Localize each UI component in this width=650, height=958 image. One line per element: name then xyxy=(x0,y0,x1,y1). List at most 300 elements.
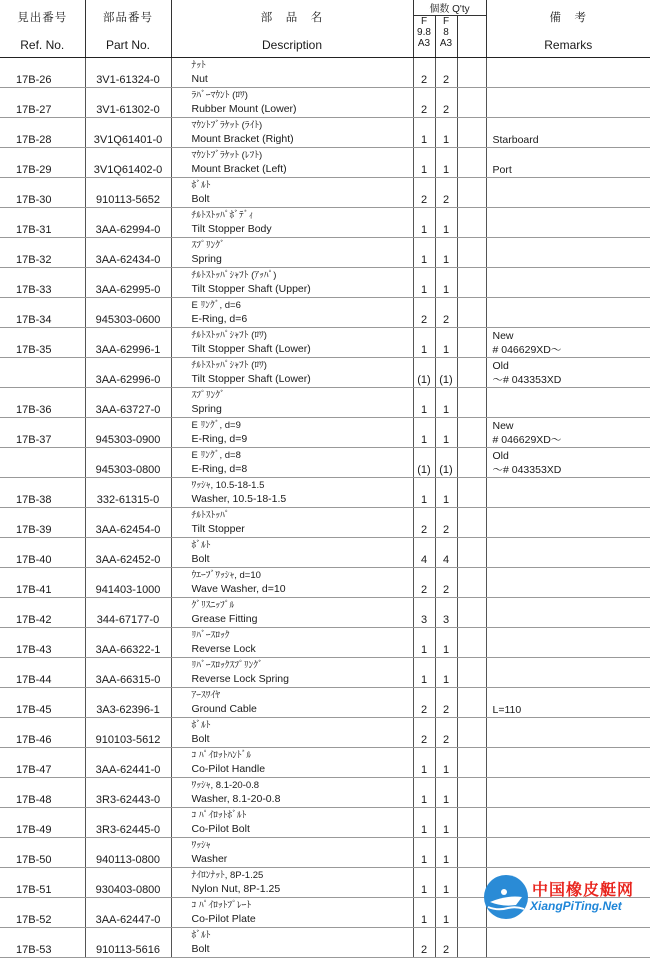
description-en: Co-Pilot Bolt xyxy=(192,823,413,836)
table-row xyxy=(0,58,650,88)
qty-f98-cell: 1 xyxy=(413,778,435,808)
description-jp: ｸﾞﾘｽﾆｯﾌﾟﾙ xyxy=(192,598,413,613)
qty-f8-cell: 1 xyxy=(435,778,457,808)
description-header xyxy=(171,0,413,58)
description-jp: ﾘﾊﾞｰｽﾛｯｸｽﾌﾟﾘﾝｸﾞ xyxy=(192,658,413,673)
description-cell xyxy=(171,388,413,418)
table-row xyxy=(0,568,650,598)
remarks-cell xyxy=(486,748,650,778)
qty-blank-cell xyxy=(457,508,486,538)
description-cell xyxy=(171,88,413,118)
description-jp: E ﾘﾝｸﾞ, d=9 xyxy=(192,418,413,433)
table-row xyxy=(0,388,650,418)
remarks-line1 xyxy=(493,538,650,554)
qty-f8-cell: 1 xyxy=(435,268,457,298)
remarks-header xyxy=(486,0,650,58)
description-cell xyxy=(171,418,413,448)
ref-no-cell: 17B-31 xyxy=(0,208,85,238)
remarks-line1 xyxy=(493,268,650,284)
qty-f8-cell: 3 xyxy=(435,598,457,628)
table-row xyxy=(0,88,650,118)
part-no-cell: 3AA-62996-1 xyxy=(85,328,171,358)
qty-f98-cell: 1 xyxy=(413,868,435,898)
remarks-line2: ～# 043353XD xyxy=(493,464,650,477)
remarks-line2: # 046629XD～ xyxy=(493,344,650,357)
remarks-cell xyxy=(486,238,650,268)
remarks-cell xyxy=(486,838,650,868)
ref-no-cell: 17B-47 xyxy=(0,748,85,778)
part-no-cell: 3AA-62441-0 xyxy=(85,748,171,778)
description-en: Mount Bracket (Left) xyxy=(192,163,413,176)
qty-f8-cell: 1 xyxy=(435,838,457,868)
description-jp: ﾗﾊﾞｰﾏｳﾝﾄ (ﾛﾜ) xyxy=(192,88,413,103)
description-en: Reverse Lock xyxy=(192,643,413,656)
remarks-cell xyxy=(486,508,650,538)
qty-f8-cell: 1 xyxy=(435,328,457,358)
ref-no-cell: 17B-53 xyxy=(0,928,85,958)
qty-f98-cell: 2 xyxy=(413,178,435,208)
ref-header-jp: 見出番号 xyxy=(0,9,85,25)
remarks-line2 xyxy=(493,644,650,657)
part-no-cell: 3V1Q61402-0 xyxy=(85,148,171,178)
description-cell xyxy=(171,508,413,538)
ref-no-cell: 17B-44 xyxy=(0,658,85,688)
qty-f8-cell: 1 xyxy=(435,808,457,838)
table-row xyxy=(0,838,650,868)
description-en: Co-Pilot Plate xyxy=(192,913,413,926)
table-row xyxy=(0,748,650,778)
part-no-cell: 3AA-62994-0 xyxy=(85,208,171,238)
part-no-cell: 910103-5612 xyxy=(85,718,171,748)
description-jp: ﾘﾊﾞｰｽﾛｯｸ xyxy=(192,628,413,643)
description-en: Bolt xyxy=(192,553,413,566)
qty-f98-cell: 3 xyxy=(413,598,435,628)
qty-blank-cell xyxy=(457,598,486,628)
remarks-header-jp: 備 考 xyxy=(487,9,650,25)
speedboat-logo-icon xyxy=(484,875,528,919)
qty-blank-cell xyxy=(457,298,486,328)
description-cell xyxy=(171,538,413,568)
qty-f98-cell: 1 xyxy=(413,388,435,418)
remarks-line1 xyxy=(493,568,650,584)
qty-f98-cell: 2 xyxy=(413,58,435,88)
table-row xyxy=(0,508,650,538)
remarks-line1: New xyxy=(493,328,650,344)
qty-col-f8: F 8 A3 xyxy=(435,16,457,58)
remarks-line1 xyxy=(493,178,650,194)
qty-blank-cell xyxy=(457,178,486,208)
part-no-cell: 945303-0900 xyxy=(85,418,171,448)
description-en: E-Ring, d=6 xyxy=(192,313,413,326)
remarks-cell xyxy=(486,208,650,238)
qty-f98-cell: 2 xyxy=(413,928,435,958)
table-row xyxy=(0,778,650,808)
qty-blank-cell xyxy=(457,688,486,718)
remarks-line1: Old xyxy=(493,448,650,464)
remarks-line2: ～# 043353XD xyxy=(493,374,650,387)
qty-f8-cell: 2 xyxy=(435,178,457,208)
qty-blank-cell xyxy=(457,928,486,958)
description-jp: ﾜｯｼｬ, 8.1-20-0.8 xyxy=(192,778,413,793)
part-no-cell: 3AA-62434-0 xyxy=(85,238,171,268)
remarks-line2 xyxy=(493,104,650,117)
remarks-line1 xyxy=(493,478,650,494)
table-row xyxy=(0,298,650,328)
qty-f98-cell: 2 xyxy=(413,568,435,598)
part-no-cell: 3AA-62996-0 xyxy=(85,358,171,388)
description-en: Washer, 8.1-20-0.8 xyxy=(192,793,413,806)
part-no-cell: 332-61315-0 xyxy=(85,478,171,508)
qty-f8-cell: 1 xyxy=(435,238,457,268)
qty-f8-cell: 1 xyxy=(435,748,457,778)
ref-no-cell: 17B-49 xyxy=(0,808,85,838)
remarks-cell xyxy=(486,448,650,478)
part-no-cell: 3AA-62995-0 xyxy=(85,268,171,298)
qty-f8-cell: 1 xyxy=(435,208,457,238)
remarks-line2 xyxy=(493,854,650,867)
description-jp: ﾜｯｼｬ xyxy=(192,838,413,853)
remarks-line2: L=110 xyxy=(493,704,650,717)
qty-f98-cell: 1 xyxy=(413,418,435,448)
watermark-en-text: XiangPiTing.Net xyxy=(530,899,622,913)
qty-blank-cell xyxy=(457,628,486,658)
remarks-line1 xyxy=(493,298,650,314)
remarks-cell xyxy=(486,688,650,718)
qty-blank-cell xyxy=(457,448,486,478)
qty-blank-cell xyxy=(457,538,486,568)
ref-no-cell xyxy=(0,448,85,478)
remarks-line2 xyxy=(493,674,650,687)
remarks-line1 xyxy=(493,778,650,794)
part-no-cell: 3AA-62447-0 xyxy=(85,898,171,928)
remarks-cell xyxy=(486,58,650,88)
remarks-cell xyxy=(486,568,650,598)
description-cell xyxy=(171,178,413,208)
qty-f98-cell: 2 xyxy=(413,298,435,328)
qty-f8-cell: 1 xyxy=(435,148,457,178)
description-en: Ground Cable xyxy=(192,703,413,716)
table-row xyxy=(0,448,650,478)
table-row xyxy=(0,148,650,178)
remarks-line2 xyxy=(493,524,650,537)
qty-blank-cell xyxy=(457,358,486,388)
remarks-cell xyxy=(486,388,650,418)
remarks-line1 xyxy=(493,718,650,734)
remarks-line2 xyxy=(493,944,650,957)
qty-f8-cell: 2 xyxy=(435,58,457,88)
description-en: Co-Pilot Handle xyxy=(192,763,413,776)
part-no-cell: 941403-1000 xyxy=(85,568,171,598)
remarks-line1 xyxy=(493,628,650,644)
remarks-line2 xyxy=(493,794,650,807)
ref-no-cell: 17B-38 xyxy=(0,478,85,508)
ref-no-cell: 17B-35 xyxy=(0,328,85,358)
description-jp: ﾁﾙﾄｽﾄｯﾊﾟｼｬﾌﾄ (ﾛﾜ) xyxy=(192,358,413,373)
description-en: Rubber Mount (Lower) xyxy=(192,103,413,116)
remarks-line2 xyxy=(493,614,650,627)
ref-no-cell: 17B-37 xyxy=(0,418,85,448)
part-no-cell: 3R3-62445-0 xyxy=(85,808,171,838)
remarks-line2 xyxy=(493,254,650,267)
qty-f8-cell: 1 xyxy=(435,898,457,928)
qty-f98-cell: 1 xyxy=(413,838,435,868)
ref-no-cell: 17B-51 xyxy=(0,868,85,898)
description-header-en: Description xyxy=(172,38,413,52)
part-no-cell: 3AA-62452-0 xyxy=(85,538,171,568)
description-en: E-Ring, d=9 xyxy=(192,433,413,446)
part-header-en: Part No. xyxy=(86,38,171,52)
ref-no-cell: 17B-41 xyxy=(0,568,85,598)
description-jp: ﾏｳﾝﾄﾌﾞﾗｹｯﾄ (ﾚﾌﾄ) xyxy=(192,148,413,163)
remarks-line2 xyxy=(493,584,650,597)
table-row xyxy=(0,268,650,298)
qty-f8-cell: 2 xyxy=(435,718,457,748)
remarks-line1 xyxy=(493,928,650,944)
qty-blank-cell xyxy=(457,388,486,418)
remarks-line1 xyxy=(493,88,650,104)
description-jp: ﾎﾞﾙﾄ xyxy=(192,538,413,553)
description-cell xyxy=(171,838,413,868)
description-en: Grease Fitting xyxy=(192,613,413,626)
table-row xyxy=(0,358,650,388)
qty-blank-cell xyxy=(457,268,486,298)
description-en: Mount Bracket (Right) xyxy=(192,133,413,146)
description-cell xyxy=(171,928,413,958)
remarks-line1 xyxy=(493,658,650,674)
description-cell xyxy=(171,298,413,328)
description-jp: ﾁﾙﾄｽﾄｯﾊﾟｼｬﾌﾄ (ｱｯﾊﾟ) xyxy=(192,268,413,283)
qty-blank-cell xyxy=(457,568,486,598)
part-no-cell: 945303-0800 xyxy=(85,448,171,478)
remarks-line1 xyxy=(493,808,650,824)
description-en: Wave Washer, d=10 xyxy=(192,583,413,596)
table-row xyxy=(0,208,650,238)
qty-f8-cell: 2 xyxy=(435,508,457,538)
qty-f8-cell: 2 xyxy=(435,88,457,118)
qty-f98-cell: 2 xyxy=(413,718,435,748)
remarks-line1 xyxy=(493,688,650,704)
remarks-cell xyxy=(486,178,650,208)
table-row xyxy=(0,808,650,838)
description-en: E-Ring, d=8 xyxy=(192,463,413,476)
description-en: Bolt xyxy=(192,733,413,746)
qty-blank-cell xyxy=(457,418,486,448)
ref-header-en: Ref. No. xyxy=(0,38,85,52)
ref-no-cell: 17B-43 xyxy=(0,628,85,658)
table-header xyxy=(0,0,650,58)
remarks-line1 xyxy=(493,208,650,224)
description-cell xyxy=(171,448,413,478)
table-row xyxy=(0,238,650,268)
table-row xyxy=(0,118,650,148)
description-en: Washer xyxy=(192,853,413,866)
qty-blank-cell xyxy=(457,208,486,238)
remarks-cell xyxy=(486,658,650,688)
remarks-line2 xyxy=(493,194,650,207)
remarks-line2 xyxy=(493,404,650,417)
qty-f8-cell: 2 xyxy=(435,928,457,958)
description-en: Spring xyxy=(192,403,413,416)
description-cell xyxy=(171,658,413,688)
remarks-line1 xyxy=(493,748,650,764)
qty-f8-cell: (1) xyxy=(435,358,457,388)
qty-blank-cell xyxy=(457,838,486,868)
table-row xyxy=(0,628,650,658)
part-no-cell: 3AA-62454-0 xyxy=(85,508,171,538)
table-row xyxy=(0,598,650,628)
description-cell xyxy=(171,868,413,898)
remarks-line1 xyxy=(493,508,650,524)
qty-f8-cell: 2 xyxy=(435,568,457,598)
ref-no-cell: 17B-40 xyxy=(0,538,85,568)
qty-f8-cell: 1 xyxy=(435,388,457,418)
ref-no-cell: 17B-27 xyxy=(0,88,85,118)
description-en: Nylon Nut, 8P-1.25 xyxy=(192,883,413,896)
remarks-cell xyxy=(486,148,650,178)
remarks-cell xyxy=(486,298,650,328)
description-cell xyxy=(171,268,413,298)
part-no-cell: 3V1-61302-0 xyxy=(85,88,171,118)
part-no-cell: 3V1Q61401-0 xyxy=(85,118,171,148)
table-body xyxy=(0,58,650,958)
remarks-line2: Port xyxy=(493,164,650,177)
qty-f98-cell: 4 xyxy=(413,538,435,568)
qty-f98-cell: 1 xyxy=(413,628,435,658)
ref-no-cell: 17B-45 xyxy=(0,688,85,718)
table-row xyxy=(0,178,650,208)
part-no-cell: 910113-5652 xyxy=(85,178,171,208)
table-row xyxy=(0,688,650,718)
description-jp: ﾏｳﾝﾄﾌﾞﾗｹｯﾄ (ﾗｲﾄ) xyxy=(192,118,413,133)
ref-no-cell: 17B-36 xyxy=(0,388,85,418)
description-jp: ﾁﾙﾄｽﾄｯﾊﾟﾎﾞﾃﾞｨ xyxy=(192,208,413,223)
remarks-cell xyxy=(486,478,650,508)
remarks-line1: Old xyxy=(493,358,650,374)
part-no-cell: 3R3-62443-0 xyxy=(85,778,171,808)
remarks-line2 xyxy=(493,224,650,237)
table-row xyxy=(0,538,650,568)
table-row xyxy=(0,478,650,508)
qty-f8-cell: 2 xyxy=(435,298,457,328)
remarks-line1 xyxy=(493,148,650,164)
description-en: Bolt xyxy=(192,193,413,206)
qty-f98-cell: (1) xyxy=(413,358,435,388)
qty-blank-cell xyxy=(457,748,486,778)
description-jp: ｺ ﾊﾟｲﾛｯﾄﾊﾝﾄﾞﾙ xyxy=(192,748,413,763)
ref-no-cell: 17B-50 xyxy=(0,838,85,868)
description-en: Tilt Stopper Body xyxy=(192,223,413,236)
description-jp: ｺ ﾊﾟｲﾛｯﾄﾌﾟﾚｰﾄ xyxy=(192,898,413,913)
description-cell xyxy=(171,748,413,778)
description-jp: ｽﾌﾟﾘﾝｸﾞ xyxy=(192,388,413,403)
part-no-cell: 3AA-66315-0 xyxy=(85,658,171,688)
part-no-cell: 945303-0600 xyxy=(85,298,171,328)
qty-f8-cell: 4 xyxy=(435,538,457,568)
remarks-line1: New xyxy=(493,418,650,434)
qty-f98-cell: 1 xyxy=(413,268,435,298)
qty-f8-cell: 1 xyxy=(435,418,457,448)
remarks-line2 xyxy=(493,284,650,297)
qty-blank-cell xyxy=(457,778,486,808)
description-en: Tilt Stopper Shaft (Upper) xyxy=(192,283,413,296)
description-en: Spring xyxy=(192,253,413,266)
description-jp: ﾁﾙﾄｽﾄｯﾊﾟｼｬﾌﾄ (ﾛﾜ) xyxy=(192,328,413,343)
description-cell xyxy=(171,628,413,658)
qty-f98-cell: 1 xyxy=(413,118,435,148)
qty-header: 個数 Q'ty xyxy=(413,0,486,16)
description-jp: ｱｰｽﾜｲﾔ xyxy=(192,688,413,703)
qty-blank-cell xyxy=(457,118,486,148)
description-cell xyxy=(171,568,413,598)
table-row xyxy=(0,418,650,448)
qty-blank-cell xyxy=(457,58,486,88)
qty-blank-cell xyxy=(457,148,486,178)
qty-col-f98: F 9.8 A3 xyxy=(413,16,435,58)
remarks-cell xyxy=(486,808,650,838)
qty-blank-cell xyxy=(457,658,486,688)
qty-blank-cell xyxy=(457,868,486,898)
remarks-cell xyxy=(486,418,650,448)
qty-blank-cell xyxy=(457,88,486,118)
ref-no-cell: 17B-33 xyxy=(0,268,85,298)
part-no-cell: 940113-0800 xyxy=(85,838,171,868)
qty-f98-cell: 1 xyxy=(413,898,435,928)
description-en: Bolt xyxy=(192,943,413,956)
description-cell xyxy=(171,718,413,748)
description-cell xyxy=(171,328,413,358)
description-jp: ﾎﾞﾙﾄ xyxy=(192,178,413,193)
part-no-cell: 910113-5616 xyxy=(85,928,171,958)
remarks-line2 xyxy=(493,314,650,327)
remarks-header-en: Remarks xyxy=(487,38,650,52)
ref-no-cell: 17B-39 xyxy=(0,508,85,538)
qty-f98-cell: (1) xyxy=(413,448,435,478)
remarks-cell xyxy=(486,358,650,388)
site-watermark xyxy=(484,873,650,921)
ref-no-cell: 17B-26 xyxy=(0,58,85,88)
ref-no-cell: 17B-29 xyxy=(0,148,85,178)
remarks-cell xyxy=(486,928,650,958)
ref-no-cell: 17B-46 xyxy=(0,718,85,748)
remarks-line2 xyxy=(493,764,650,777)
qty-f8-cell: 2 xyxy=(435,688,457,718)
qty-f98-cell: 2 xyxy=(413,508,435,538)
description-en: Tilt Stopper Shaft (Lower) xyxy=(192,373,413,386)
part-no-cell: 3V1-61324-0 xyxy=(85,58,171,88)
remarks-line1 xyxy=(493,598,650,614)
description-en: Tilt Stopper xyxy=(192,523,413,536)
qty-blank-cell xyxy=(457,898,486,928)
qty-blank-cell xyxy=(457,328,486,358)
qty-f98-cell: 1 xyxy=(413,238,435,268)
remarks-line1 xyxy=(493,58,650,74)
qty-f98-cell: 1 xyxy=(413,748,435,778)
qty-blank-cell xyxy=(457,238,486,268)
ref-no-cell: 17B-30 xyxy=(0,178,85,208)
ref-header xyxy=(0,0,85,58)
remarks-line2 xyxy=(493,824,650,837)
qty-f98-cell: 1 xyxy=(413,208,435,238)
description-jp: ｳｴｰﾌﾞﾜｯｼｬ, d=10 xyxy=(192,568,413,583)
qty-f98-cell: 1 xyxy=(413,658,435,688)
remarks-line2 xyxy=(493,734,650,747)
qty-blank-cell xyxy=(457,808,486,838)
part-no-cell: 344-67177-0 xyxy=(85,598,171,628)
description-cell xyxy=(171,208,413,238)
remarks-line1 xyxy=(493,388,650,404)
description-en: Nut xyxy=(192,73,413,86)
remarks-line1 xyxy=(493,838,650,854)
